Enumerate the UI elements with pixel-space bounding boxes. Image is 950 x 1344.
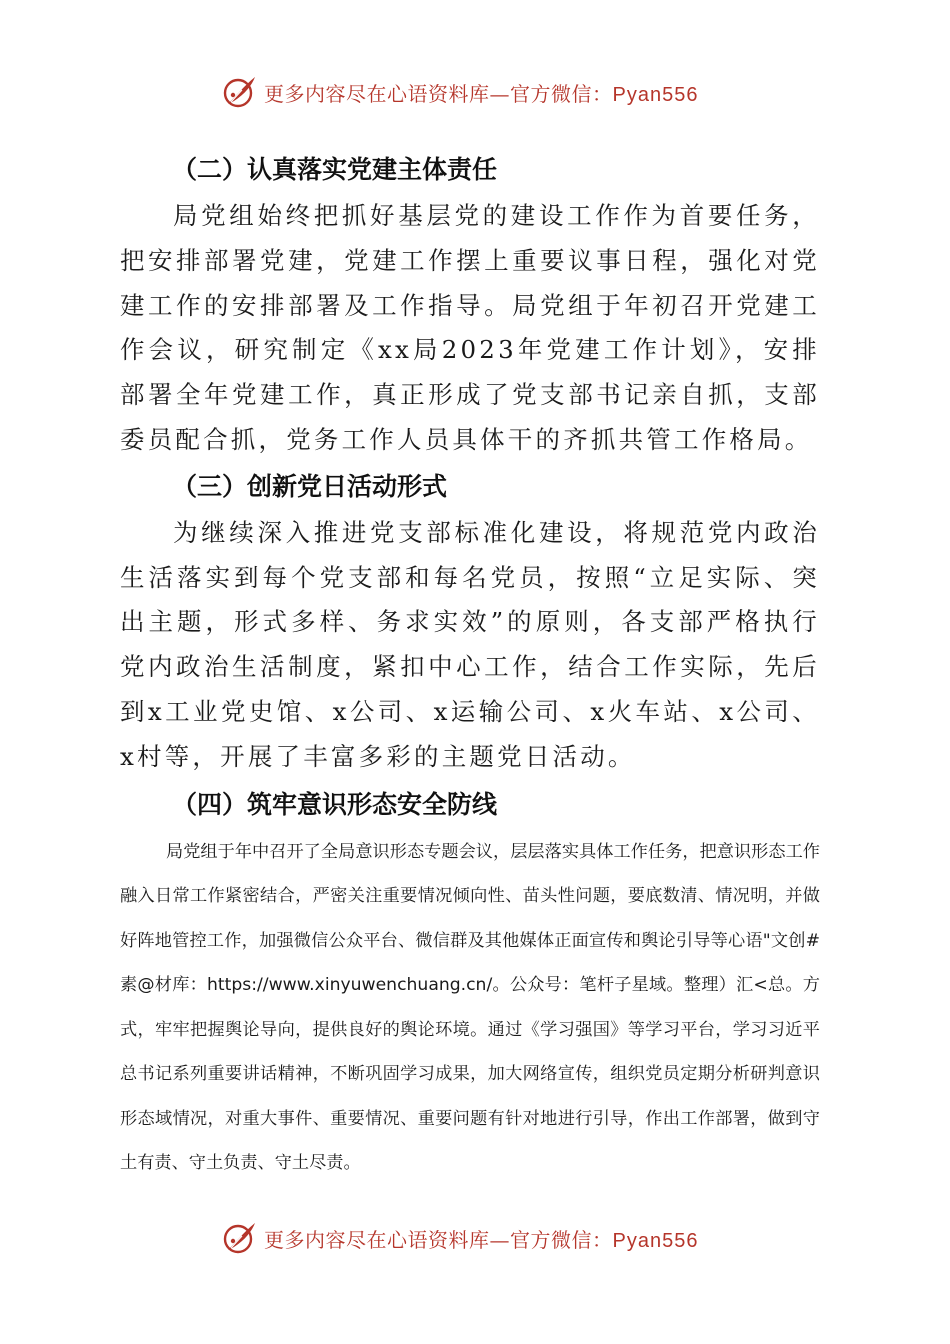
quill-logo-icon bbox=[222, 74, 258, 110]
section-heading-3: （三）创新党日活动形式 bbox=[172, 471, 448, 501]
section-paragraph-3: 为继续深入推进党支部标准化建设，将规范党内政治生活落实到每个党支部和每名党员，按照“立足实际、突出主题，形式多样、务求实效”的原则，各支部严格执行党内政治生活制度，紧扣中心工作，结合工作实际，先后到x工业党史馆、x公司、x运输公司、x火车站、x公司、x村等，开展了丰富多彩的主题党日活动。 bbox=[120, 517, 820, 771]
section-heading-4: （四）筑牢意识形态安全防线 bbox=[172, 789, 498, 819]
watermark-text: 更多内容尽在心语资料库—官方微信：Pyan556 bbox=[264, 81, 699, 106]
footer-watermark bbox=[0, 1218, 950, 1258]
wechat-id: Pyan556 bbox=[612, 83, 699, 106]
wechat-id: Pyan556 bbox=[612, 1229, 699, 1252]
document-body bbox=[120, 148, 820, 1186]
quill-logo-icon bbox=[222, 1220, 258, 1256]
section-heading-2: （二）认真落实党建主体责任 bbox=[172, 155, 498, 184]
header-watermark bbox=[0, 72, 950, 112]
section-paragraph-2: 局党组始终把抓好基层党的建设工作作为首要任务，把安排部署党建，党建工作摆上重要议事日程，强化对党建工作的安排部署及工作指导。局党组于年初召开党建工作会议，研究制定《xx局2023年党建工作计划》，安排部署全年党建工作，真正形成了党支部书记亲自抓，支部委员配合抓，党务工作人员具体干的齐抓共管工作格局。 bbox=[120, 201, 820, 454]
section-paragraph-4: 局党组于年中召开了全局意识形态专题会议，层层落实具体工作任务，把意识形态工作融入日常工作紧密结合，严密关注重要情况倾向性、苗头性问题，要底数清、情况明，并做好阵地管控工作，加强微信公众平台、微信群及其他媒体正面宣传和舆论引导等心语"文创#素@材库：https://www.xinyuwenchuang.cn/。公众号：笔杆子星域。整理）汇<总。方式，牢牢把握舆论导向，提供良好的舆论环境。通过《学习强国》等学习平台，学习习近平总书记系列重要讲话精神，不断巩固学习成果，加大网络宣传，组织党员定期分析研判意识形态域情况，对重大事件、重要情况、重要问题有针对地进行引导，作出工作部署，做到守土有责、守土负责、守土尽责。 bbox=[120, 841, 820, 1174]
watermark-text: 更多内容尽在心语资料库—官方微信：Pyan556 bbox=[264, 1227, 699, 1252]
